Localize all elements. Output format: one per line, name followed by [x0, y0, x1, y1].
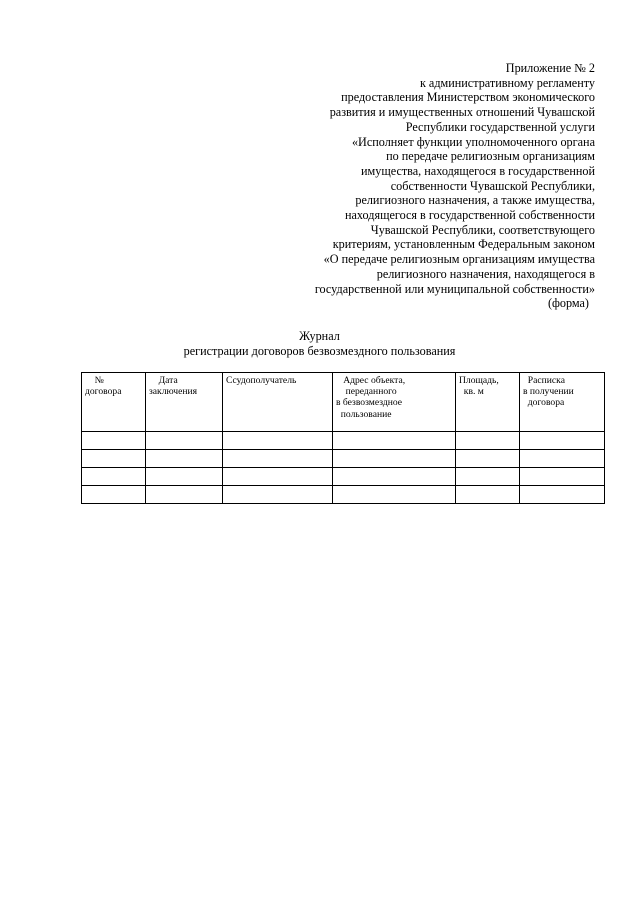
table-cell	[82, 468, 146, 486]
table-cell	[520, 432, 605, 450]
appendix-line: имущества, находящегося в государственной	[361, 163, 595, 178]
table-cell	[456, 450, 520, 468]
appendix-line: «Исполняет функции уполномоченного органа	[351, 134, 595, 149]
header-receipt: Расписка в получении договора	[520, 373, 605, 432]
appendix-line: находящегося в государственной собственности	[345, 208, 595, 223]
appendix-line: развития и имущественных отношений Чувашской	[329, 105, 595, 120]
appendix-line: собственности Чувашской Республики,	[390, 178, 595, 193]
appendix-line: Республики государственной услуги	[405, 119, 595, 134]
table-cell	[146, 450, 223, 468]
appendix-line: религиозного назначения, находящегося в	[376, 266, 595, 281]
journal-title-line2: регистрации договоров безвозмездного пользования	[183, 343, 456, 358]
table-row	[82, 450, 605, 468]
header-borrower: Ссудополучатель	[223, 373, 333, 432]
header-conclusion-date: Дата заключения	[146, 373, 223, 432]
appendix-header	[265, 61, 595, 311]
table-row	[82, 468, 605, 486]
table-cell	[333, 450, 456, 468]
table-cell	[333, 432, 456, 450]
table-cell	[146, 486, 223, 504]
appendix-line: Чувашской Республики, соответствующего	[370, 222, 595, 237]
table-cell	[223, 468, 333, 486]
table-cell	[520, 486, 605, 504]
appendix-line: религиозного назначения, а также имущества,	[355, 193, 595, 208]
table-cell	[520, 468, 605, 486]
appendix-line: предоставления Министерством экономического	[341, 90, 595, 105]
table-row	[82, 486, 605, 504]
appendix-line: критериям, установленным Федеральным законом	[332, 237, 595, 252]
appendix-line: Приложение № 2	[505, 61, 595, 75]
appendix-line: государственной или муниципальной собственности»	[314, 281, 595, 296]
table-cell	[456, 432, 520, 450]
appendix-line: к административному регламенту	[419, 75, 595, 90]
table-cell	[333, 468, 456, 486]
table-cell	[333, 486, 456, 504]
table-cell	[82, 486, 146, 504]
table-cell	[456, 468, 520, 486]
appendix-line: «О передаче религиозным организациям имущества	[323, 252, 595, 267]
header-area: Площадь, кв. м	[456, 373, 520, 432]
appendix-form-label: (форма)	[547, 296, 589, 311]
journal-title-line1: Журнал	[299, 329, 340, 343]
header-object-address: Адрес объекта, переданного в безвозмездное пользование	[333, 373, 456, 432]
table-cell	[82, 450, 146, 468]
table-cell	[223, 450, 333, 468]
journal-title	[0, 329, 639, 358]
table-row	[82, 432, 605, 450]
table-cell	[520, 450, 605, 468]
table-cell	[146, 432, 223, 450]
table-cell	[223, 432, 333, 450]
header-contract-number: № договора	[82, 373, 146, 432]
table-cell	[456, 486, 520, 504]
appendix-line: по передаче религиозным организациям	[386, 149, 595, 164]
registration-table	[81, 372, 605, 504]
table-cell	[146, 468, 223, 486]
table-cell	[223, 486, 333, 504]
table-cell	[82, 432, 146, 450]
table-header-row	[82, 373, 605, 432]
